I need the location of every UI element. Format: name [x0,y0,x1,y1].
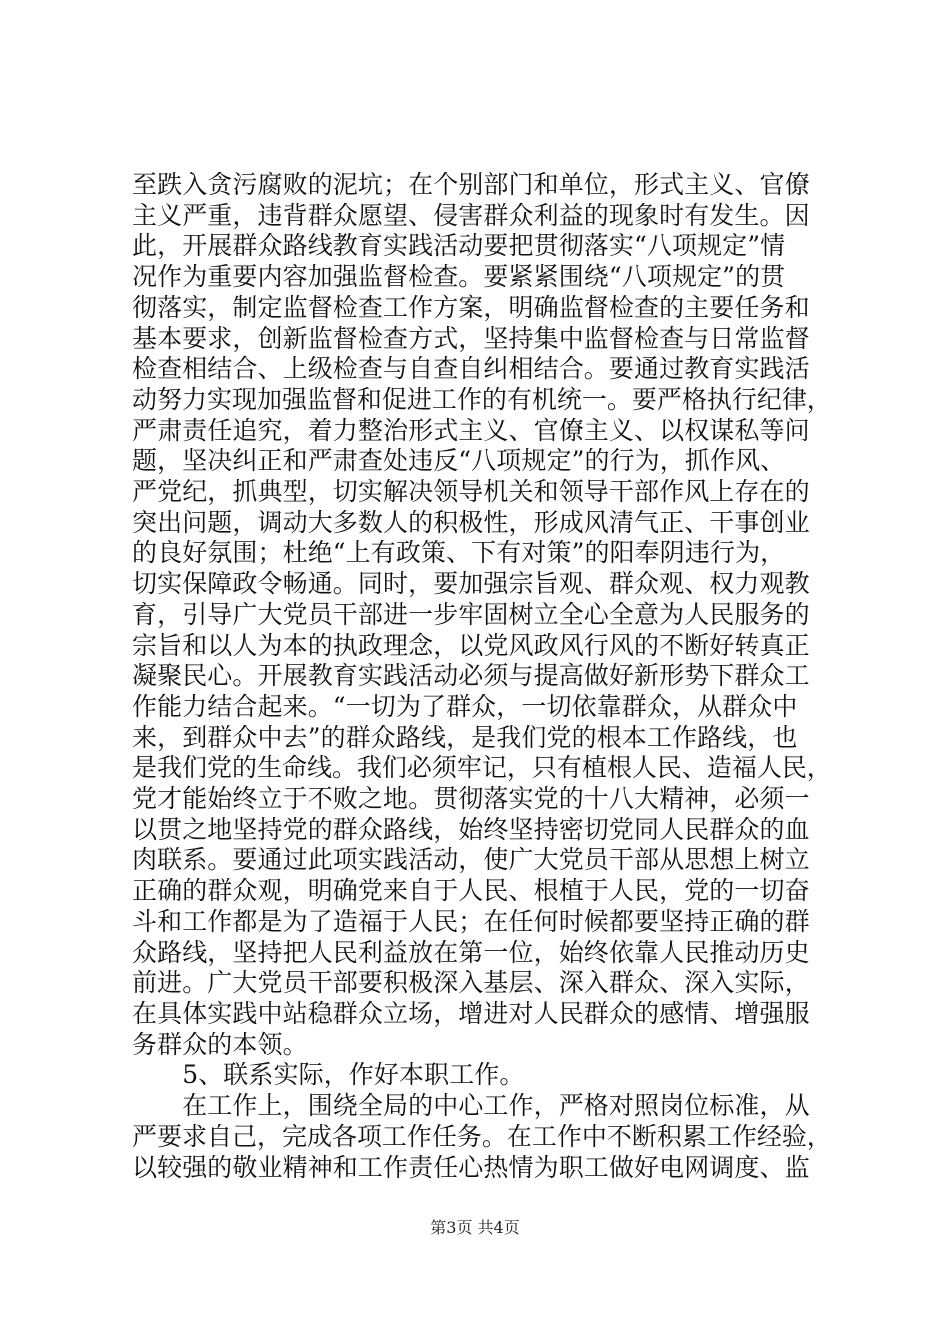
text-line: 至跌入贪污腐败的泥坑；在个别部门和单位，形式主义、官僚 [132,170,810,199]
text-line: 党才能始终立于不败之地。贯彻落实党的十八大精神，必须一 [132,784,810,814]
text-line: 突出问题，调动大多数人的积极性，形成风清气正、干事创业 [132,507,810,537]
text-line: 在具体实践中站稳群众立场，增进对人民群众的感情、增强服 [132,998,810,1028]
text-line: 前进。广大党员干部要积极深入基层、深入群众、深入实际， [132,968,810,998]
text-line: 来，到群众中去”的群众路线，是我们党的根本工作路线，也 [132,722,798,752]
body-text [132,170,832,1183]
text-line: 作能力结合起来。“一切为了群众，一切依靠群众，从群众中 [132,691,798,721]
text-line: 以贯之地坚持党的群众路线，始终坚持密切党同人民群众的血 [132,814,810,844]
text-line: 严党纪，抓典型，切实解决领导机关和领导干部作风上存在的 [132,477,810,507]
text-line: 以较强的敬业精神和工作责任心热情为职工做好电网调度、监 [132,1152,810,1182]
text-line: 正确的群众观，明确党来自于人民、根植于人民，党的一切奋 [132,876,810,906]
text-line: 育，引导广大党员干部进一步牢固树立全心全意为人民服务的 [132,599,810,629]
text-line: 主义严重，违背群众愿望、侵害群众利益的现象时有发生。因 [132,200,810,230]
text-line: 切实保障政令畅通。同时，要加强宗旨观、群众观、权力观教 [132,569,810,599]
text-line: 严要求自己，完成各项工作任务。在工作中不断积累工作经验， [132,1121,832,1151]
text-line: 严肃责任追究，着力整治形式主义、官僚主义、以权谋私等问 [132,415,810,445]
text-line: 众路线，坚持把人民利益放在第一位，始终依靠人民推动历史 [132,937,810,967]
text-line: 5、联系实际，作好本职工作。 [132,1060,525,1090]
page-footer: 第3页 共4页 [430,1218,520,1237]
text-line: 宗旨和以人为本的执政理念，以党风政风行风的不断好转真正 [132,630,810,660]
text-line: 彻落实，制定监督检查工作方案，明确监督检查的主要任务和 [132,292,810,322]
text-line: 动努力实现加强监督和促进工作的有机统一。要严格执行纪律， [132,384,832,414]
text-line: 肉联系。要通过此项实践活动，使广大党员干部从思想上树立 [132,845,810,875]
text-line: 题，坚决纠正和严肃查处违反“八项规定”的行为，抓作风、 [132,446,786,476]
text-line: 在工作上，围绕全局的中心工作，严格对照岗位标准，从 [132,1091,810,1121]
text-line: 检查相结合、上级检查与自查自纠相结合。要通过教育实践活 [132,354,810,384]
text-line: 况作为重要内容加强监督检查。要紧紧围绕“八项规定”的贯 [132,262,786,292]
text-line: 基本要求，创新监督检查方式，坚持集中监督检查与日常监督 [132,323,810,353]
text-line: 凝聚民心。开展教育实践活动必须与提高做好新形势下群众工 [132,661,810,691]
text-line: 务群众的本领。 [132,1029,308,1059]
text-line: 此，开展群众路线教育实践活动要把贯彻落实“八项规定”情 [132,231,786,261]
text-line: 是我们党的生命线。我们必须牢记，只有植根人民、造福人民， [132,753,832,783]
text-line: 的良好氛围；杜绝“上有政策、下有对策”的阳奉阴违行为， [132,538,786,568]
text-line: 斗和工作都是为了造福于人民；在任何时候都要坚持正确的群 [132,906,810,936]
